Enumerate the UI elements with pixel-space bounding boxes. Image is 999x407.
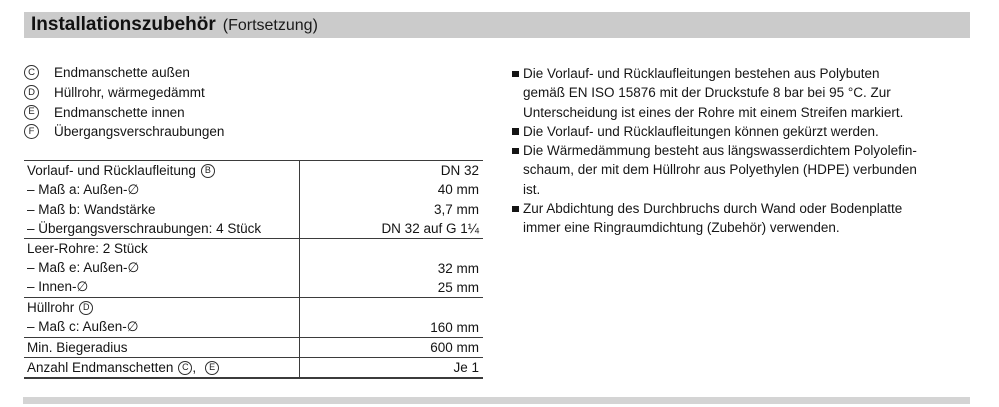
spec-label-cell xyxy=(24,241,298,256)
table-row xyxy=(24,358,483,377)
spec-value-cell: Je 1 xyxy=(453,360,479,376)
note-item xyxy=(512,199,992,238)
note-item xyxy=(512,122,992,141)
table-row xyxy=(24,278,483,297)
page-subtitle: (Fortsetzung) xyxy=(222,17,318,34)
table-row xyxy=(24,317,483,336)
table-section-supply-return xyxy=(24,160,483,238)
spec-label: Leer-Rohre: 2 Stück xyxy=(27,241,148,257)
table-section-end-sleeves xyxy=(24,357,483,377)
ref-badge-c: C xyxy=(178,361,192,375)
notes-list xyxy=(512,64,992,238)
spec-label: – Maß b: Wandstärke xyxy=(27,201,156,217)
bullet-square-icon xyxy=(512,148,519,155)
spec-label: Anzahl Endmanschetten xyxy=(27,360,174,376)
ref-badge-b: B xyxy=(201,164,215,178)
spec-value-cell: 40 mm xyxy=(437,182,479,198)
spec-label-cell xyxy=(24,163,298,178)
spec-label: – Maß c: Außen-∅ xyxy=(27,319,139,335)
table-row xyxy=(24,258,483,277)
note-item xyxy=(512,64,992,122)
table-section-casing-pipe xyxy=(24,297,483,337)
note-line: gemäß EN ISO 15876 mit der Druckstufe 8 bar bei 95 °C. Zur xyxy=(523,85,891,101)
ref-badge-d: D xyxy=(24,85,39,100)
table-row xyxy=(24,298,483,317)
spec-label-cell xyxy=(24,340,298,355)
spec-label: – Innen-∅ xyxy=(27,279,89,295)
table-row xyxy=(24,180,483,199)
note-line: ist. xyxy=(523,181,541,197)
ref-badge-e: E xyxy=(24,105,39,120)
table-row xyxy=(24,200,483,219)
ref-badge-d: D xyxy=(79,301,93,315)
spec-value-cell: 600 mm xyxy=(430,339,479,355)
table-section-empty-pipes xyxy=(24,238,483,297)
legend-item xyxy=(24,83,224,103)
table-section-bend-radius xyxy=(24,337,483,357)
note-item xyxy=(512,141,992,199)
legend-list xyxy=(24,63,224,142)
spec-label: Min. Biegeradius xyxy=(27,339,128,355)
spec-label: – Übergangsverschraubungen: 4 Stück xyxy=(27,221,262,237)
table-row xyxy=(24,161,483,180)
note-line: Die Vorlauf- und Rücklaufleitungen können gekürzt werden. xyxy=(523,123,879,139)
spec-label: Hüllrohr xyxy=(27,300,75,316)
table-row xyxy=(24,219,483,238)
table-row xyxy=(24,338,483,357)
ref-badge-e: E xyxy=(205,361,219,375)
spec-label-cell xyxy=(24,221,298,236)
legend-item xyxy=(24,102,224,122)
legend-item xyxy=(24,63,224,83)
page-title: Installationszubehör xyxy=(31,14,216,35)
note-line: Zur Abdichtung des Durchbruchs durch Wand oder Bodenplatte xyxy=(523,201,903,217)
ref-badge-c: C xyxy=(24,65,39,80)
bullet-square-icon xyxy=(512,71,519,78)
section-header-bar xyxy=(24,12,970,38)
ref-separator: , xyxy=(192,360,197,376)
legend-label: Hüllrohr, wärmegedämmt xyxy=(54,85,205,101)
legend-label: Endmanschette innen xyxy=(54,104,185,120)
note-line: immer eine Ringraumdichtung (Zubehör) verwenden. xyxy=(523,220,840,236)
bullet-square-icon xyxy=(512,128,519,135)
legend-label: Endmanschette außen xyxy=(54,65,190,81)
spec-value-cell: 25 mm xyxy=(437,279,479,295)
note-line: Die Wärmedämmung besteht aus längswasserdichtem Polyolefin- xyxy=(523,143,917,159)
note-line: Unterscheidung ist eines der Rohre mit einem Streifen markiert. xyxy=(523,104,904,120)
spec-label-cell xyxy=(24,319,298,335)
spec-label-cell xyxy=(24,260,298,276)
spec-value-cell: 32 mm xyxy=(437,260,479,276)
legend-item xyxy=(24,122,224,142)
note-line: Die Vorlauf- und Rücklaufleitungen bestehen aus Polybuten xyxy=(523,66,880,81)
spec-label-cell xyxy=(24,300,298,315)
spec-value-cell: DN 32 xyxy=(440,163,479,179)
spec-value-cell: 3,7 mm xyxy=(433,201,479,217)
spec-label-cell xyxy=(24,360,298,375)
bullet-square-icon xyxy=(512,206,519,213)
note-line: schaum, der mit dem Hüllrohr aus Polyethylen (HDPE) verbunden xyxy=(523,162,917,178)
spec-table xyxy=(24,160,483,379)
footer-rule xyxy=(23,397,970,404)
legend-label: Übergangsverschraubungen xyxy=(54,124,225,140)
spec-label-cell xyxy=(24,202,298,217)
table-row xyxy=(24,239,483,258)
spec-label: Vorlauf- und Rücklaufleitung xyxy=(27,163,196,179)
spec-label-cell xyxy=(24,279,298,295)
spec-label: – Maß e: Außen-∅ xyxy=(27,260,140,276)
spec-label-cell xyxy=(24,182,298,198)
ref-badge-f: F xyxy=(24,124,39,139)
spec-label: – Maß a: Außen-∅ xyxy=(27,181,140,197)
spec-value-cell: 160 mm xyxy=(430,319,479,335)
spec-value-cell: DN 32 auf G 1¼ xyxy=(381,221,479,237)
